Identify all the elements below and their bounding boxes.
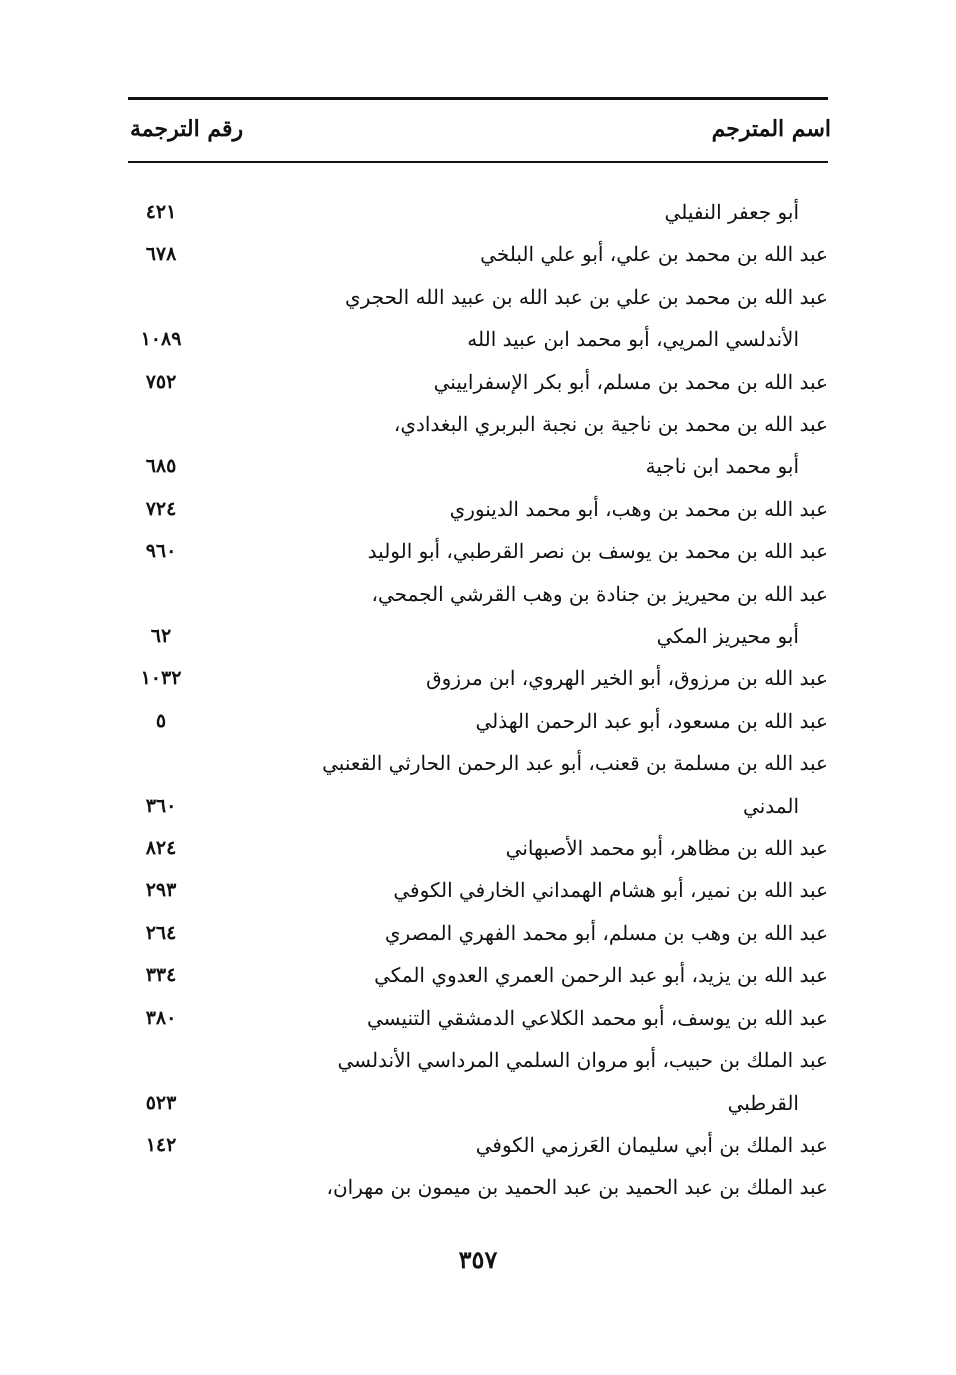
entry-text: عبد الله بن وهب بن مسلم، أبو محمد الفهري المصري xyxy=(384,921,828,945)
entry-text: عبد الله بن يزيد، أبو عبد الرحمن العمري العدوي المكي xyxy=(374,963,828,987)
entry-text: أبو محيريز المكي xyxy=(656,624,799,648)
entry-text: عبد الله بن نمير، أبو هشام الهمداني الخارفي الكوفي xyxy=(393,878,828,902)
entry-number: ١٤٢ xyxy=(145,1134,177,1156)
name-column-header: اسم المترجم xyxy=(711,116,831,142)
entry-number: ٦٨٥ xyxy=(145,455,177,477)
number-column-header: رقم الترجمة xyxy=(130,116,244,142)
entry-number: ٦٧٨ xyxy=(145,243,177,265)
entry-text: عبد الملك بن عبد الحميد بن عبد الحميد بن ميمون بن مهران، xyxy=(326,1175,828,1199)
entry-text: أبو محمد ابن ناجية xyxy=(645,454,799,478)
entry-number: ٤٢١ xyxy=(145,201,177,223)
header-rule xyxy=(128,161,828,163)
entry-text: عبد الله بن محمد بن علي، أبو علي البلخي xyxy=(480,242,828,266)
entry-text: الأندلسي المريي، أبو محمد ابن عبيد الله xyxy=(467,327,799,351)
top-rule xyxy=(128,97,828,100)
entry-text: عبد الله بن مظاهر، أبو محمد الأصبهاني xyxy=(505,836,828,860)
entry-number: ١٠٨٩ xyxy=(140,328,182,350)
entry-text: عبد الله بن محمد بن مسلم، أبو بكر الإسفراييني xyxy=(433,370,828,394)
entry-number: ٧٥٢ xyxy=(145,371,177,393)
entry-number: ٣٨٠ xyxy=(145,1007,177,1029)
entry-text: عبد الله بن محمد بن ناجية بن نجبة البربري البغدادي، xyxy=(393,412,828,436)
entry-text: عبد الله بن محيريز بن جنادة بن وهب القرشي الجمحي، xyxy=(371,582,828,606)
entry-number: ٥٢٣ xyxy=(145,1092,177,1114)
entry-text: عبد الله بن محمد بن علي بن عبد الله بن عبيد الله الحجري xyxy=(345,285,828,309)
entry-number: ٢٦٤ xyxy=(145,922,177,944)
entry-number: ٧٢٤ xyxy=(145,498,177,520)
entry-text: القرطبي xyxy=(727,1091,799,1115)
entry-text: عبد الله بن محمد بن وهب، أبو محمد الدينوري xyxy=(449,497,828,521)
entry-number: ٨٢٤ xyxy=(145,837,177,859)
entry-number: ٦٢ xyxy=(150,625,172,647)
entry-number: ٣٣٤ xyxy=(145,964,177,986)
entry-text: عبد الله بن يوسف، أبو محمد الكلاعي الدمشقي التنيسي xyxy=(366,1006,828,1030)
page-number: ٣٥٧ xyxy=(458,1245,498,1274)
entry-number: ٩٦٠ xyxy=(145,540,177,562)
entry-number: ٥ xyxy=(155,710,167,732)
entry-text: المدني xyxy=(743,794,799,818)
entry-number: ٢٩٣ xyxy=(145,879,177,901)
entry-text: عبد الملك بن حبيب، أبو مروان السلمي المرداسي الأندلسي xyxy=(337,1048,828,1072)
entry-text: عبد الله بن محمد بن يوسف بن نصر القرطبي، أبو الوليد xyxy=(367,539,828,563)
entry-text: عبد الله بن مسعود، أبو عبد الرحمن الهذلي xyxy=(475,709,828,733)
entry-text: عبد الملك بن أبي سليمان العَرزمي الكوفي xyxy=(475,1133,828,1157)
entry-text: عبد الله بن مسلمة بن قعنب، أبو عبد الرحمن الحارثي القعنبي xyxy=(322,751,828,775)
entry-text: أبو جعفر النفيلي xyxy=(664,200,799,224)
entry-number: ٣٦٠ xyxy=(145,795,177,817)
entry-number: ١٠٣٢ xyxy=(140,667,182,689)
entry-text: عبد الله بن مرزوق، أبو الخير الهروي، ابن مرزوق xyxy=(426,666,828,690)
